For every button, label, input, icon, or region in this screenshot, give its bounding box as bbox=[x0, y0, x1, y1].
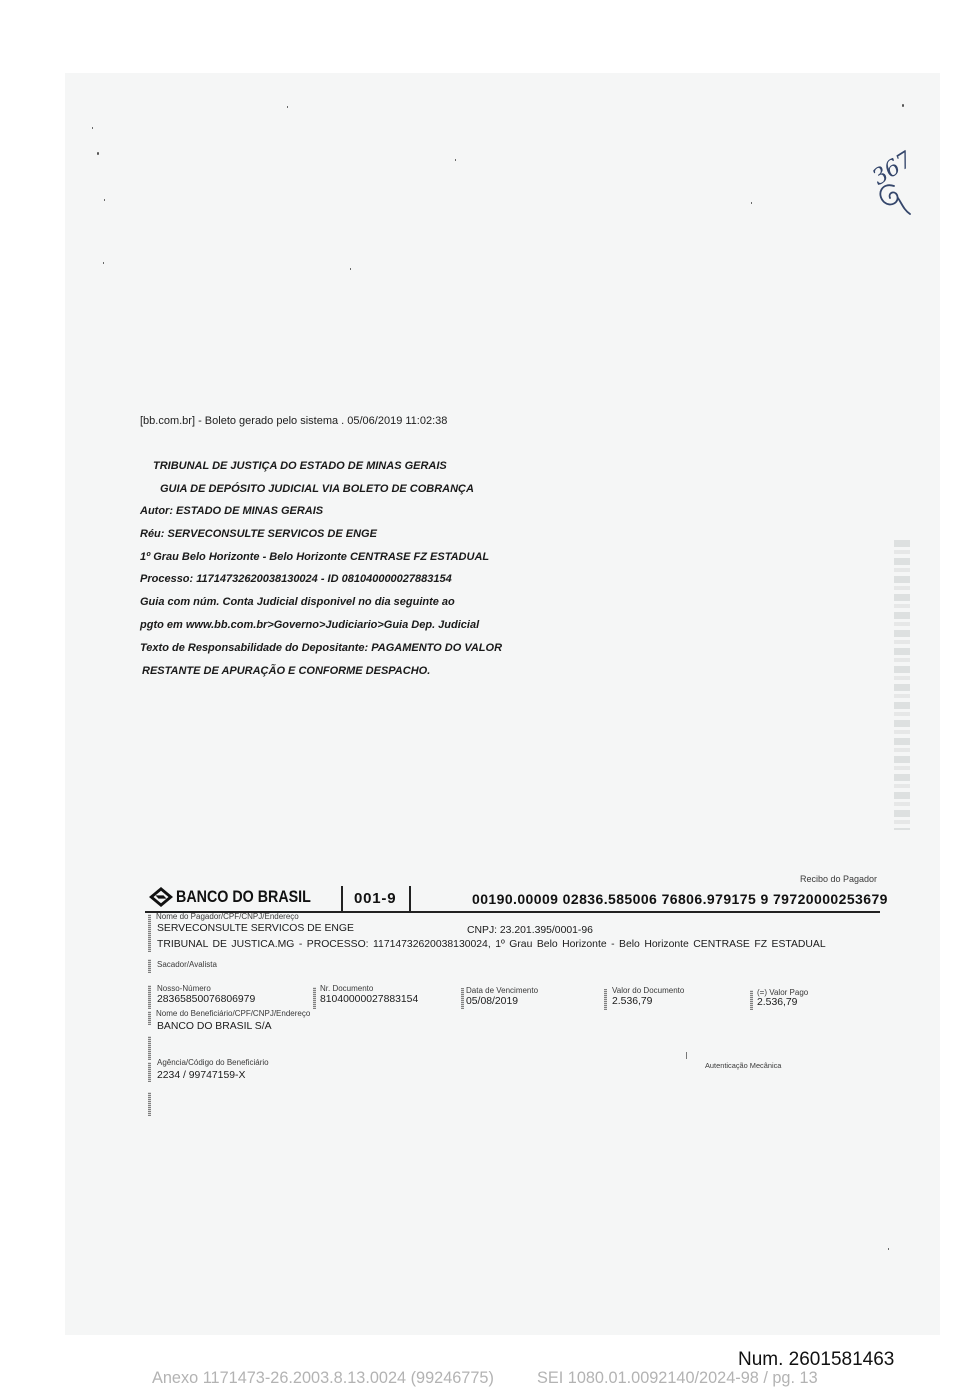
digitable-line: 00190.00009 02836.585006 76806.979175 9 79720000253679 bbox=[472, 891, 888, 907]
payer-address: TRIBUNAL DE JUSTICA.MG - PROCESSO: 11714732620038130024, 1º Grau Belo Horizonte - Belo Horizonte CENTRASE FZ ESTADUAL bbox=[157, 939, 826, 950]
scan-speck bbox=[455, 159, 456, 161]
scan-speck bbox=[103, 262, 104, 264]
document-number-value: 81040000027883154 bbox=[320, 994, 419, 1005]
our-number-value: 28365850076806979 bbox=[157, 994, 256, 1005]
field-edge bbox=[148, 1011, 151, 1025]
scan-speck bbox=[97, 152, 99, 155]
guide-author: Autor: ESTADO DE MINAS GERAIS bbox=[140, 505, 324, 517]
header-divider bbox=[341, 886, 343, 911]
document-number-label: Nr. Documento bbox=[320, 984, 374, 993]
mechanical-auth-label: Autenticação Mecânica bbox=[705, 1061, 782, 1070]
drawer-label: Sacador/Avalista bbox=[157, 960, 217, 969]
handwritten-page-number bbox=[864, 136, 922, 220]
scan-speck bbox=[287, 106, 288, 108]
due-date-label: Data de Vencimento bbox=[466, 986, 539, 995]
bank-logo bbox=[176, 887, 337, 907]
guide-defendant: Réu: SERVECONSULTE SERVICOS DE ENGE bbox=[140, 528, 377, 540]
field-edge bbox=[313, 987, 316, 1009]
field-tick bbox=[686, 1052, 687, 1059]
handwritten-number-text: 367 bbox=[868, 147, 918, 191]
sei-reference: SEI 1080.01.0092140/2024-98 / pg. 13 bbox=[537, 1369, 818, 1387]
scan-speck bbox=[888, 1248, 889, 1250]
guide-title: GUIA DE DEPÓSITO JUDICIAL VIA BOLETO DE COBRANÇA bbox=[160, 483, 474, 495]
scan-speck bbox=[350, 268, 351, 270]
guide-responsibility-line-2: RESTANTE DE APURAÇÃO E CONFORME DESPACHO. bbox=[142, 665, 431, 677]
guide-court-unit: 1º Grau Belo Horizonte - Belo Horizonte CENTRASE FZ ESTADUAL bbox=[140, 551, 490, 563]
beneficiary-label: Nome do Beneficiário/CPF/CNPJ/Endereço bbox=[156, 1009, 311, 1018]
field-edge bbox=[604, 989, 607, 1010]
document-value-value: 2.536,79 bbox=[612, 996, 653, 1007]
our-number-label: Nosso-Número bbox=[157, 984, 211, 993]
court-name: TRIBUNAL DE JUSTIÇA DO ESTADO DE MINAS GERAIS bbox=[153, 460, 447, 472]
agency-label: Agência/Código do Beneficiário bbox=[157, 1058, 269, 1067]
scan-speck bbox=[751, 202, 752, 204]
beneficiary-name: BANCO DO BRASIL S/A bbox=[157, 1021, 272, 1032]
field-edge bbox=[148, 1036, 151, 1060]
bank-logo-text: BANCO DO BRASIL bbox=[176, 887, 311, 906]
paid-value-value: 2.536,79 bbox=[757, 997, 798, 1008]
scanned-page bbox=[65, 73, 940, 1335]
scan-speck bbox=[104, 199, 105, 201]
agency-value: 2234 / 99747159-X bbox=[157, 1070, 246, 1081]
scan-speck bbox=[902, 104, 904, 107]
bank-logo-icon bbox=[148, 886, 174, 908]
field-edge bbox=[148, 1092, 151, 1116]
field-edge bbox=[461, 988, 464, 1009]
paid-value-label: (=) Valor Pago bbox=[757, 988, 809, 997]
payer-label: Nome do Pagador/CPF/CNPJ/Endereço bbox=[156, 912, 299, 921]
guide-note-line-2: pgto em www.bb.com.br>Governo>Judiciario>Guia Dep. Judicial bbox=[140, 619, 480, 631]
payer-cnpj: CNPJ: 23.201.395/0001-96 bbox=[467, 925, 593, 936]
side-stamp bbox=[894, 540, 910, 830]
document-value-label: Valor do Documento bbox=[612, 986, 685, 995]
due-date-value: 05/08/2019 bbox=[466, 996, 519, 1007]
field-edge bbox=[148, 914, 151, 952]
guide-responsibility-line-1: Texto de Responsabilidade do Depositante: PAGAMENTO DO VALOR bbox=[140, 642, 503, 654]
guide-note-line-1: Guia com núm. Conta Judicial disponivel no dia seguinte ao bbox=[140, 596, 455, 608]
scan-speck bbox=[92, 127, 93, 129]
field-edge bbox=[750, 990, 753, 1010]
field-edge bbox=[148, 1062, 151, 1082]
handwritten-rubric bbox=[880, 185, 910, 214]
payer-name: SERVECONSULTE SERVICOS DE ENGE bbox=[157, 923, 354, 934]
field-edge bbox=[148, 985, 151, 1009]
receipt-label: Recibo do Pagador bbox=[800, 874, 878, 884]
guide-process: Processo: 11714732620038130024 - ID 081040000027883154 bbox=[140, 573, 452, 585]
field-edge bbox=[148, 959, 151, 973]
document-number: Num. 2601581463 bbox=[738, 1349, 895, 1370]
header-divider bbox=[409, 886, 411, 911]
annex-reference: Anexo 1171473-26.2003.8.13.0024 (99246775) bbox=[152, 1369, 494, 1387]
system-generated-line: [bb.com.br] - Boleto gerado pelo sistema . 05/06/2019 11:02:38 bbox=[140, 415, 448, 427]
bank-code: 001-9 bbox=[354, 890, 397, 907]
